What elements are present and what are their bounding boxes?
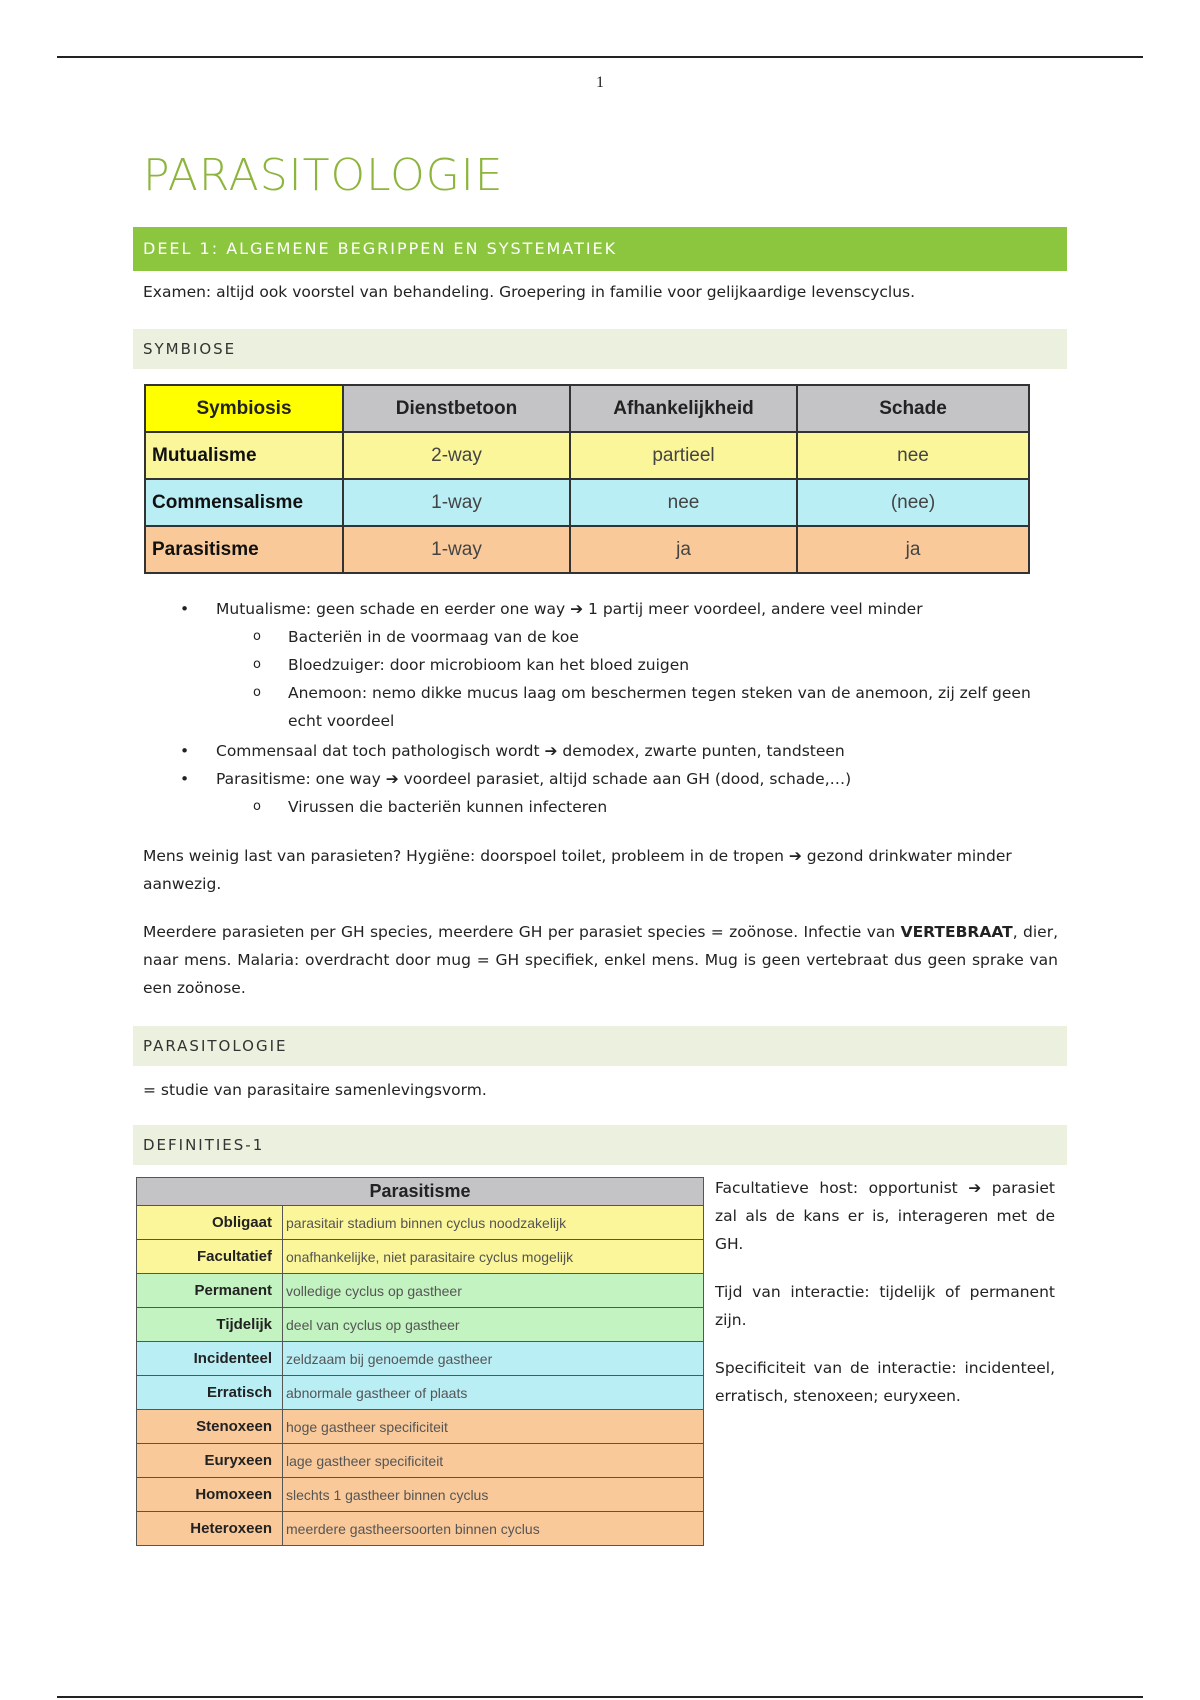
parasitologie-definition: = studie van parasitaire samenlevingsvorm.: [143, 1081, 487, 1099]
table-row: [137, 1410, 704, 1444]
bottom-rule: [57, 1696, 1143, 1698]
table-cell: Mutualisme: [145, 432, 343, 479]
intro-text: Examen: altijd ook voorstel van behandeling. Groepering in familie voor gelijkaardige levenscyclus.: [143, 283, 916, 301]
list-item: • Mutualisme: geen schade en eerder one way ➔ 1 partij meer voordeel, andere veel minder: [160, 595, 1060, 623]
desc-cell: abnormale gastheer of plaats: [283, 1376, 704, 1410]
table-cell: nee: [797, 432, 1029, 479]
table-row: [137, 1512, 704, 1546]
table-header-row: [145, 385, 1029, 432]
table-row: [137, 1308, 704, 1342]
page-title: PARASITOLOGIE: [143, 150, 504, 201]
list-item: o Anemoon: nemo dikke mucus laag om beschermen tegen steken van de anemoon, zij zelf geen echt voordeel: [160, 679, 1060, 735]
table-cell: 1-way: [343, 526, 570, 573]
table-cell: Commensalisme: [145, 479, 343, 526]
table-row: [145, 432, 1029, 479]
symbiosis-table: [144, 384, 1030, 574]
table-cell: (nee): [797, 479, 1029, 526]
symbiose-bullet-list: [160, 595, 1060, 821]
table-header: Schade: [797, 385, 1029, 432]
term-cell: Erratisch: [137, 1376, 283, 1410]
paragraph-text: Meerdere parasieten per GH species, meerdere GH per parasiet species = zoönose. Infectie van: [143, 923, 901, 941]
table-row: [145, 526, 1029, 573]
desc-cell: volledige cyclus op gastheer: [283, 1274, 704, 1308]
paragraph-zoonose: [143, 918, 1058, 1002]
table-header-row: [137, 1178, 704, 1206]
term-cell: Euryxeen: [137, 1444, 283, 1478]
emphasis-vertebraat: VERTEBRAAT: [900, 923, 1013, 941]
section-heading-symbiose: SYMBIOSE: [133, 329, 1067, 369]
desc-cell: lage gastheer specificiteit: [283, 1444, 704, 1478]
top-rule: [57, 56, 1143, 58]
table-header: Symbiosis: [145, 385, 343, 432]
desc-cell: hoge gastheer specificiteit: [283, 1410, 704, 1444]
list-item: o Virussen die bacteriën kunnen infecteren: [160, 793, 1060, 821]
side-note-tijd: Tijd van interactie: tijdelijk of permanent zijn.: [715, 1283, 1055, 1329]
list-item: o Bacteriën in de voormaag van de koe: [160, 623, 1060, 651]
table-cell: partieel: [570, 432, 797, 479]
table-row: [137, 1274, 704, 1308]
desc-cell: zeldzaam bij genoemde gastheer: [283, 1342, 704, 1376]
table-cell: 2-way: [343, 432, 570, 479]
term-cell: Stenoxeen: [137, 1410, 283, 1444]
table-cell: ja: [570, 526, 797, 573]
desc-cell: slechts 1 gastheer binnen cyclus: [283, 1478, 704, 1512]
section-heading-parasitologie: PARASITOLOGIE: [133, 1026, 1067, 1066]
desc-cell: meerdere gastheersoorten binnen cyclus: [283, 1512, 704, 1546]
list-item: o Bloedzuiger: door microbioom kan het bloed zuigen: [160, 651, 1060, 679]
table-title: Parasitisme: [137, 1178, 704, 1206]
desc-cell: deel van cyclus op gastheer: [283, 1308, 704, 1342]
side-note-facultatief: Facultatieve host: opportunist ➔ parasiet zal als de kans er is, interageren met de GH.: [715, 1179, 1055, 1253]
term-cell: Permanent: [137, 1274, 283, 1308]
section-heading-deel1: DEEL 1: ALGEMENE BEGRIPPEN EN SYSTEMATIEK: [133, 227, 1067, 271]
table-row: [137, 1342, 704, 1376]
section-heading-definities: DEFINITIES-1: [133, 1125, 1067, 1165]
paragraph-text: , dier, naar mens. Malaria: overdracht door mug = GH specifiek, enkel mens. Mug is geen vertebraat dus geen sprake van een zoönose.: [143, 923, 1058, 997]
table-header: Dienstbetoon: [343, 385, 570, 432]
table-cell: Parasitisme: [145, 526, 343, 573]
table-cell: nee: [570, 479, 797, 526]
term-cell: Facultatief: [137, 1240, 283, 1274]
term-cell: Heteroxeen: [137, 1512, 283, 1546]
table-row: [137, 1206, 704, 1240]
side-note-specificiteit: Specificiteit van de interactie: incidenteel, erratisch, stenoxeen; euryxeen.: [715, 1359, 1055, 1405]
table-cell: ja: [797, 526, 1029, 573]
table-row: [137, 1478, 704, 1512]
paragraph-hygiene: Mens weinig last van parasieten? Hygiëne: doorspoel toilet, probleem in de tropen ➔ gezond drinkwater minder aanwezig.: [143, 847, 1012, 893]
list-item: • Parasitisme: one way ➔ voordeel parasiet, altijd schade aan GH (dood, schade,…): [160, 765, 1060, 793]
term-cell: Incidenteel: [137, 1342, 283, 1376]
table-row: [137, 1240, 704, 1274]
desc-cell: onafhankelijke, niet parasitaire cyclus mogelijk: [283, 1240, 704, 1274]
parasitisme-table: [136, 1177, 704, 1546]
table-cell: 1-way: [343, 479, 570, 526]
term-cell: Homoxeen: [137, 1478, 283, 1512]
desc-cell: parasitair stadium binnen cyclus noodzakelijk: [283, 1206, 704, 1240]
page-number: 1: [596, 74, 604, 91]
table-row: [137, 1376, 704, 1410]
list-item: • Commensaal dat toch pathologisch wordt ➔ demodex, zwarte punten, tandsteen: [160, 737, 1060, 765]
table-row: [145, 479, 1029, 526]
table-header: Afhankelijkheid: [570, 385, 797, 432]
term-cell: Tijdelijk: [137, 1308, 283, 1342]
term-cell: Obligaat: [137, 1206, 283, 1240]
table-row: [137, 1444, 704, 1478]
